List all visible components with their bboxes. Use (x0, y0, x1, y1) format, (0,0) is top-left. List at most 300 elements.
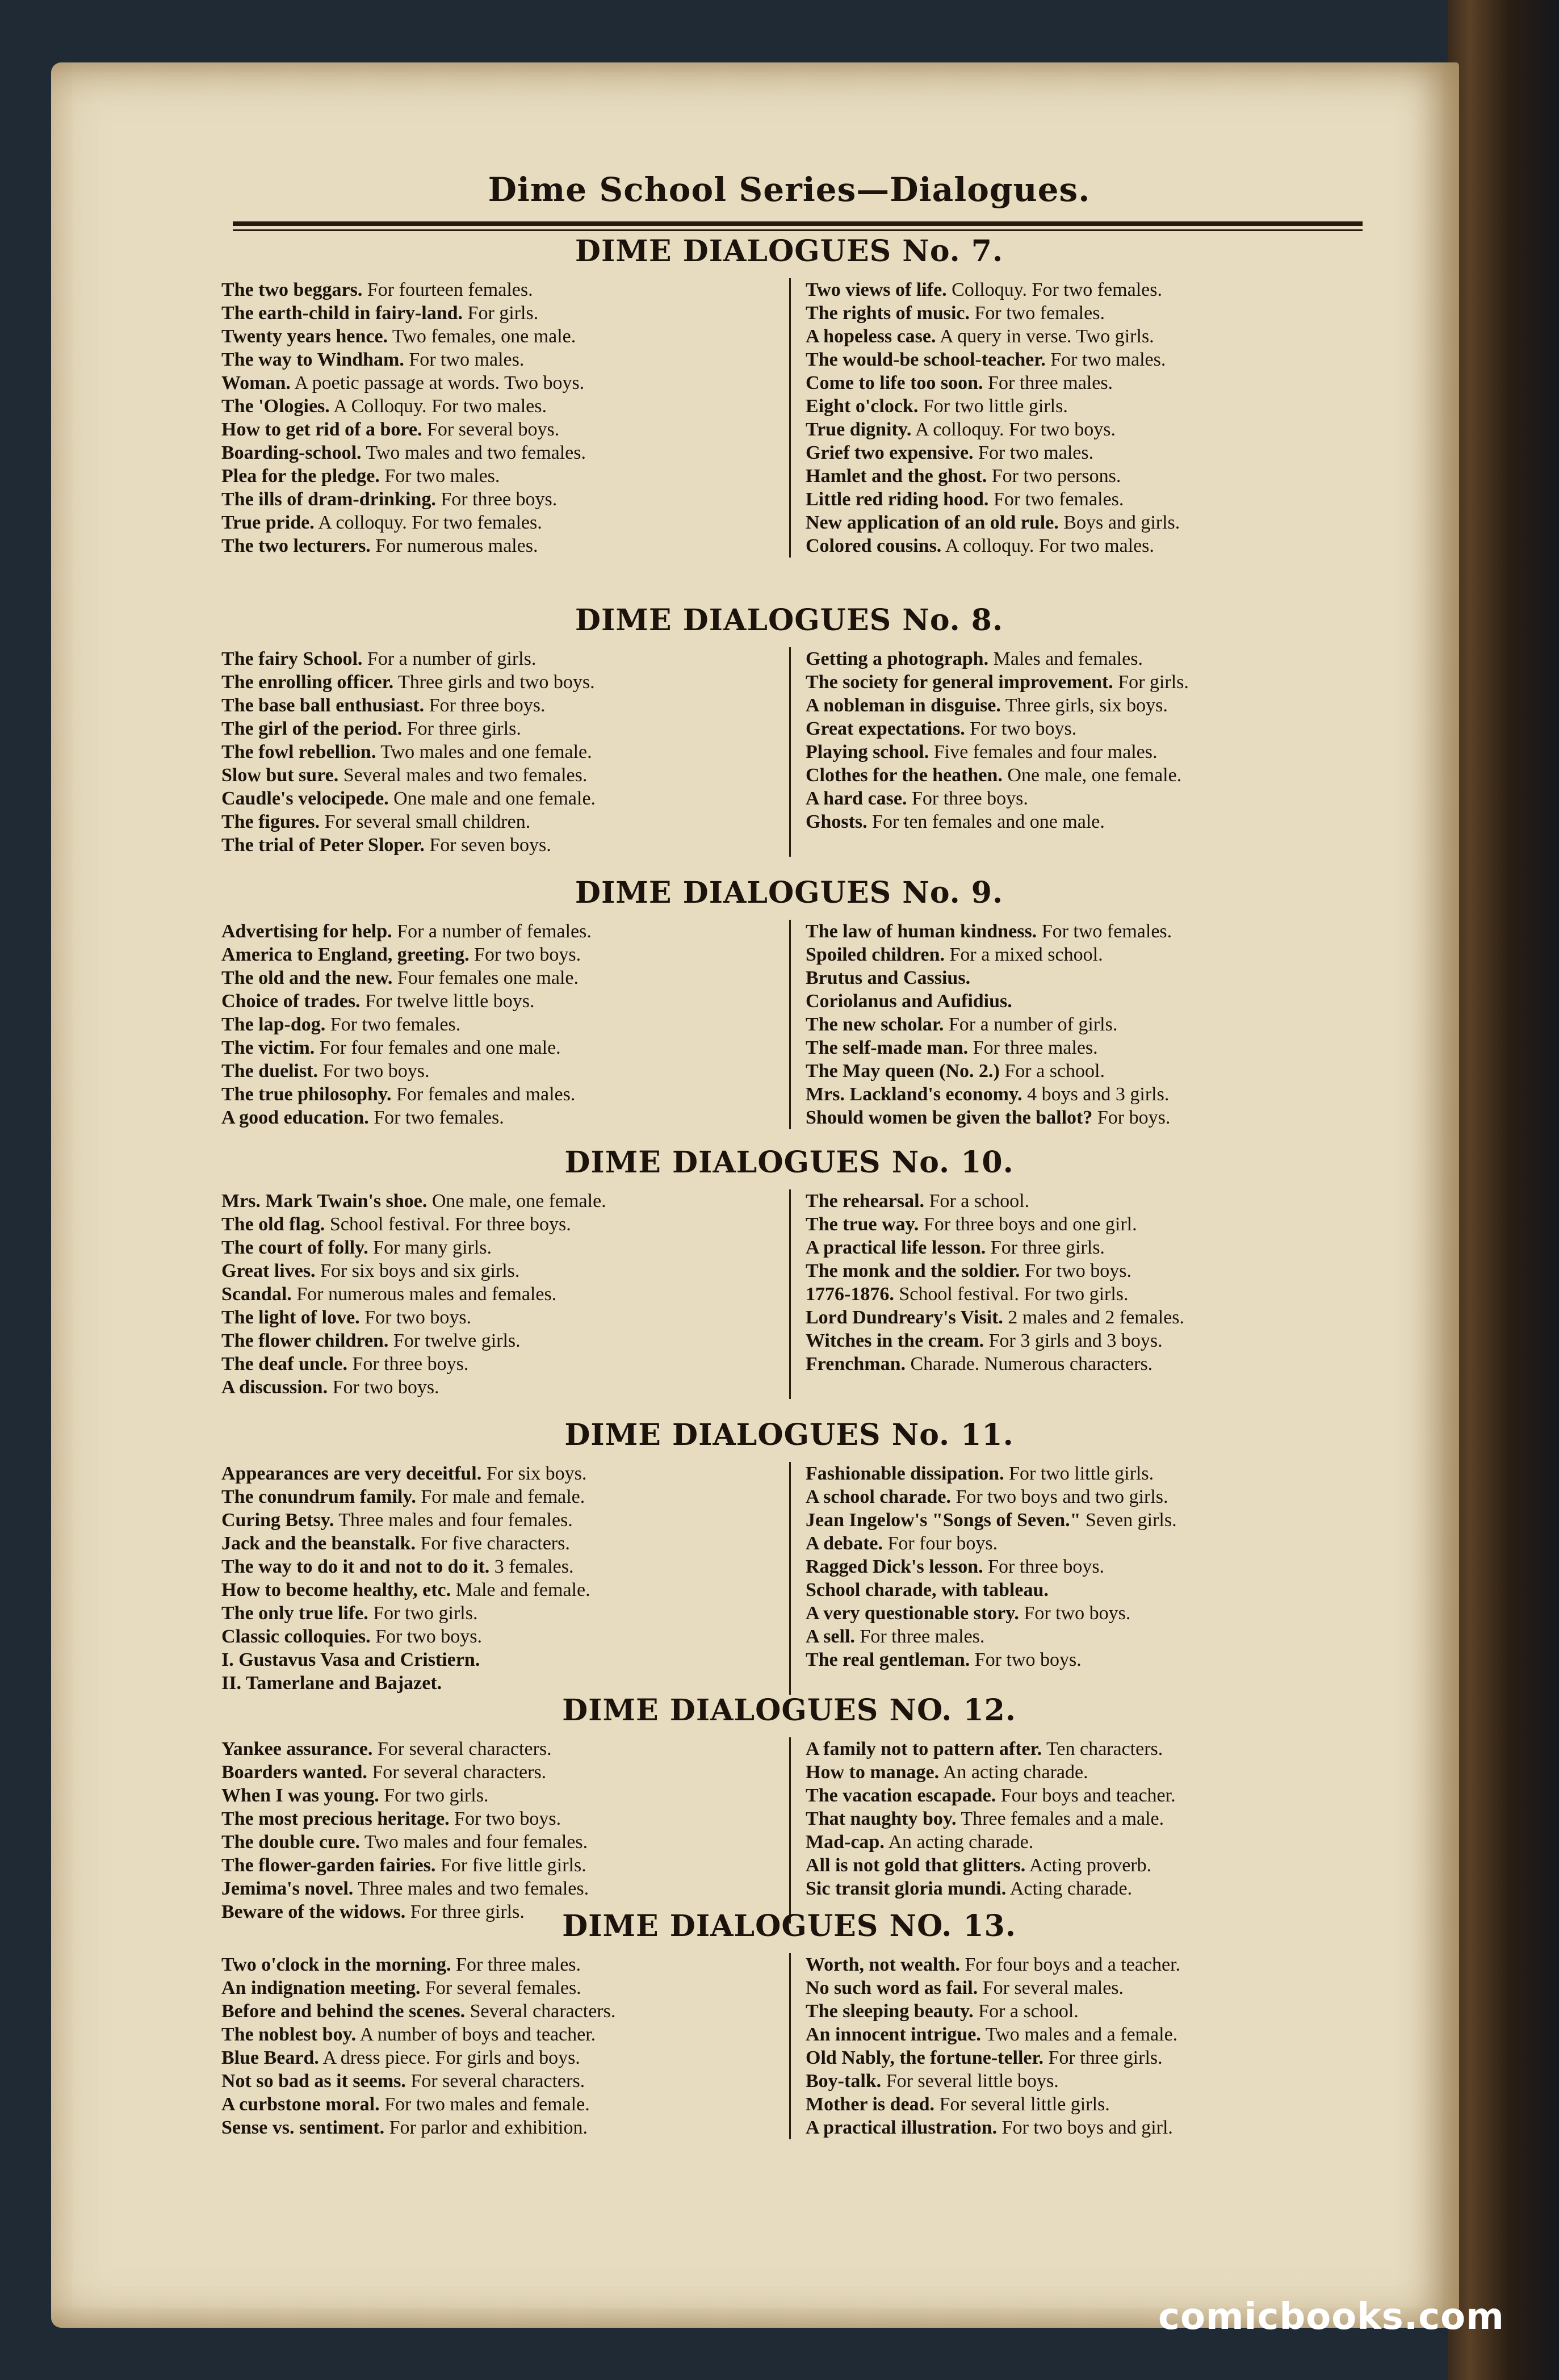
dialogue-cast: Three males and four females. (334, 1510, 573, 1531)
dialogue-title: The victim. (221, 1037, 315, 1058)
dialogue-title: The fowl rebellion. (221, 741, 376, 762)
list-item (806, 1532, 1357, 1555)
dialogue-title: The monk and the soldier. (806, 1260, 1020, 1281)
list-item (221, 1259, 774, 1283)
dialogue-title: 1776-1876. (806, 1284, 894, 1305)
dialogue-cast: Several males and two females. (338, 765, 588, 786)
dialogue-title: The rights of music. (806, 303, 970, 324)
list-item (806, 1189, 1357, 1213)
dialogue-cast: Acting charade. (1006, 1878, 1133, 1899)
list-item (221, 441, 774, 464)
dialogue-title: The rehearsal. (806, 1191, 925, 1212)
list-item (806, 1083, 1357, 1106)
dialogue-title: All is not gold that glitters. (806, 1855, 1026, 1876)
dialogue-cast: For several little boys. (881, 2071, 1059, 2092)
dialogue-title: Plea for the pledge. (221, 466, 380, 487)
dialogue-title: The only true life. (221, 1603, 368, 1624)
list-item (221, 1737, 774, 1761)
dialogue-cast: For two girls. (368, 1603, 478, 1624)
dialogue-cast: For two females. (368, 1107, 504, 1128)
dialogue-cast: School festival. For two girls. (894, 1284, 1129, 1305)
list-item (221, 740, 774, 764)
dialogue-title: Jean Ingelow's "Songs of Seven." (806, 1510, 1081, 1531)
dialogue-title: The vacation escapade. (806, 1785, 996, 1806)
dialogue-title: Appearances are very deceitful. (221, 1463, 482, 1484)
list-item (806, 418, 1357, 441)
list-item (221, 1236, 774, 1259)
list-item (221, 2093, 774, 2116)
header-rule-thin (233, 229, 1363, 231)
dialogue-title: The earth-child in fairy-land. (221, 303, 463, 324)
left-column (221, 647, 789, 857)
dialogue-cast: For parlor and exhibition. (384, 2117, 588, 2138)
dialogue-cast: For ten females and one male. (867, 811, 1105, 832)
dialogue-cast: For two males. (404, 349, 525, 370)
dialogue-title: The old and the new. (221, 967, 393, 988)
dialogue-title: Playing school. (806, 741, 929, 762)
dialogue-cast: Two males and two females. (361, 442, 586, 463)
list-item (806, 1306, 1357, 1329)
dialogue-cast: A poetic passage at words. Two boys. (290, 372, 585, 393)
dialogue-cast: For several characters. (367, 1762, 547, 1783)
dialogue-title: An indignation meeting. (221, 1977, 421, 1998)
dialogue-cast: For two boys. (370, 1626, 483, 1647)
list-item (221, 1532, 774, 1555)
dialogue-cast: Four females one male. (392, 967, 579, 988)
dialogue-title: Old Nably, the fortune-teller. (806, 2047, 1043, 2068)
left-column (221, 1462, 789, 1695)
dialogue-title: The deaf uncle. (221, 1354, 347, 1375)
dialogue-title: Grief two expensive. (806, 442, 974, 463)
dialogue-cast: For several females. (420, 1977, 581, 1998)
dialogue-cast: A query in verse. Two girls. (936, 326, 1154, 347)
list-item (221, 1306, 774, 1329)
dialogue-title: The ills of dram-drinking. (221, 489, 436, 510)
dialogue-cast: For a number of females. (392, 921, 592, 942)
list-item (806, 966, 1357, 990)
dialogue-title: Lord Dundreary's Visit. (806, 1307, 1003, 1328)
list-item (806, 2093, 1357, 2116)
dialogue-title: Colored cousins. (806, 535, 942, 556)
dialogue-cast: For several little girls. (934, 2094, 1110, 2115)
list-item (806, 2069, 1357, 2093)
list-item (806, 534, 1357, 558)
dialogue-cast: An acting charade. (939, 1762, 1088, 1783)
list-item (221, 1854, 774, 1877)
dialogue-cast: For many girls. (368, 1237, 492, 1258)
dialogue-cast: Colloquy. For two females. (946, 279, 1162, 300)
dialogue-title: Curing Betsy. (221, 1510, 334, 1531)
list-item (221, 1807, 774, 1830)
dialogue-cast: For two males. (379, 466, 500, 487)
list-item (221, 1329, 774, 1352)
dialogue-title: Mother is dead. (806, 2094, 934, 2115)
dialogue-cast: For twelve girls. (388, 1330, 521, 1351)
list-item (806, 1602, 1357, 1625)
list-item (221, 1106, 774, 1129)
dialogue-cast: One male, one female. (1002, 765, 1182, 786)
list-item (806, 1283, 1357, 1306)
left-column (221, 1737, 789, 1924)
list-item (806, 1329, 1357, 1352)
dialogue-title: Before and behind the scenes. (221, 2001, 466, 2022)
catalog-page (51, 62, 1459, 2328)
list-item (806, 464, 1357, 488)
list-item (806, 1236, 1357, 1259)
dialogue-cast: For fourteen females. (362, 279, 533, 300)
list-item (221, 1555, 774, 1578)
dialogue-cast: For three males. (451, 1954, 581, 1975)
dialogue-cast: Three females and a male. (956, 1808, 1164, 1829)
dialogue-title: Blue Beard. (221, 2047, 319, 2068)
dialogue-cast: For a number of girls. (944, 1014, 1118, 1035)
dialogue-title: A practical illustration. (806, 2117, 998, 2138)
list-item (806, 1462, 1357, 1485)
dialogue-title: A hopeless case. (806, 326, 936, 347)
list-item (221, 833, 774, 857)
dialogue-title: The two lecturers. (221, 535, 371, 556)
dialogue-cast: For several males. (978, 1977, 1124, 1998)
list-item (221, 1509, 774, 1532)
dialogue-cast: For numerous males and females. (291, 1284, 557, 1305)
dialogue-cast: Two males and one female. (376, 741, 592, 762)
list-item (806, 1648, 1357, 1671)
dialogue-title: A very questionable story. (806, 1603, 1019, 1624)
watermark: comicbooks.com (1158, 2296, 1504, 2338)
dialogue-title: The sleeping beauty. (806, 2001, 974, 2022)
dialogue-title: Boarders wanted. (221, 1762, 367, 1783)
dialogue-cast: For two boys. (1019, 1603, 1131, 1624)
list-item (221, 325, 774, 348)
dialogue-cast: School festival. For three boys. (325, 1214, 571, 1235)
dialogue-title: The two beggars. (221, 279, 363, 300)
dialogue-title: The fairy School. (221, 648, 363, 669)
dialogue-title: How to become healthy, etc. (221, 1579, 451, 1600)
list-item (221, 278, 774, 301)
dialogue-title: Jemima's novel. (221, 1878, 354, 1899)
list-item (221, 1953, 774, 1976)
list-item (221, 2116, 774, 2139)
dialogue-cast: For two males. (973, 442, 1094, 463)
left-column (221, 1189, 789, 1399)
list-item (806, 2000, 1357, 2023)
dialogue-cast: 2 males and 2 females. (1003, 1307, 1185, 1328)
right-column (789, 1189, 1357, 1399)
left-column (221, 278, 789, 558)
dialogue-cast: An acting charade. (884, 1832, 1034, 1853)
dialogue-cast: A number of boys and teacher. (356, 2024, 596, 2045)
list-item (221, 920, 774, 943)
dialogue-cast: Males and females. (988, 648, 1143, 669)
list-item (806, 1737, 1357, 1761)
dialogue-cast: Ten characters. (1042, 1738, 1163, 1759)
section-columns (221, 1953, 1357, 2139)
dialogue-title: True dignity. (806, 419, 912, 440)
list-item (221, 1376, 774, 1399)
dialogue-title: No such word as fail. (806, 1977, 978, 1998)
dialogue-title: A school charade. (806, 1486, 951, 1507)
dialogue-title: The conundrum family. (221, 1486, 416, 1507)
dialogue-title: The true way. (806, 1214, 919, 1235)
right-column (789, 1737, 1357, 1924)
list-item (221, 1976, 774, 2000)
section-columns (221, 1189, 1357, 1399)
dialogue-title: How to manage. (806, 1762, 940, 1783)
dialogue-title: A hard case. (806, 788, 907, 809)
dialogue-cast: Five females and four males. (929, 741, 1158, 762)
dialogue-cast: For two boys. (328, 1377, 439, 1398)
list-item (221, 990, 774, 1013)
dialogue-cast: For five little girls. (435, 1855, 586, 1876)
list-item (806, 943, 1357, 966)
dialogue-cast: For females and males. (391, 1084, 576, 1105)
dialogue-title: Advertising for help. (221, 921, 392, 942)
dialogue-title: America to England, greeting. (221, 944, 470, 965)
dialogue-title: Mad-cap. (806, 1832, 885, 1853)
list-item (221, 1877, 774, 1900)
section-title: DIME DIALOGUES No. 10. (564, 1145, 1014, 1180)
dialogue-section (221, 1692, 1357, 1924)
list-item (221, 717, 774, 740)
dialogue-title: Clothes for the heathen. (806, 765, 1003, 786)
dialogue-title: Great lives. (221, 1260, 316, 1281)
right-column (789, 1953, 1357, 2139)
dialogue-title: The flower-garden fairies. (221, 1855, 436, 1876)
dialogue-cast: A colloquy. For two females. (314, 512, 542, 533)
dialogue-title: Ragged Dick's lesson. (806, 1556, 983, 1577)
dialogue-title: Jack and the beanstalk. (221, 1533, 416, 1554)
dialogue-title: Hamlet and the ghost. (806, 466, 987, 487)
dialogue-section (221, 1417, 1357, 1695)
dialogue-title: The new scholar. (806, 1014, 944, 1035)
dialogue-title: Not so bad as it seems. (221, 2071, 406, 2092)
dialogue-title: Great expectations. (806, 718, 965, 739)
list-item (806, 348, 1357, 371)
dialogue-title: The 'Ologies. (221, 396, 330, 417)
dialogue-cast: 4 boys and 3 girls. (1022, 1084, 1170, 1105)
list-item (806, 1259, 1357, 1283)
dialogue-title: The double cure. (221, 1832, 361, 1853)
dialogue-title: Yankee assurance. (221, 1738, 373, 1759)
dialogue-title: II. Tamerlane and Bajazet. (221, 1673, 442, 1694)
dialogue-cast: For two boys. (469, 944, 581, 965)
dialogue-cast: Acting proverb. (1025, 1855, 1152, 1876)
dialogue-cast: A colloquy. For two males. (941, 535, 1154, 556)
dialogue-cast: 3 females. (489, 1556, 574, 1577)
list-item (806, 1013, 1357, 1036)
dialogue-title: A discussion. (221, 1377, 328, 1398)
dialogue-cast: For four females and one male. (315, 1037, 561, 1058)
dialogue-title: Should women be given the ballot? (806, 1107, 1093, 1128)
dialogue-title: Boarding-school. (221, 442, 362, 463)
dialogue-cast: For four boys. (883, 1533, 998, 1554)
dialogue-cast: For a number of girls. (362, 648, 537, 669)
dialogue-title: The lap-dog. (221, 1014, 326, 1035)
dialogue-cast: Four boys and teacher. (996, 1785, 1176, 1806)
dialogue-title: Come to life too soon. (806, 372, 983, 393)
right-column (789, 1462, 1357, 1695)
dialogue-title: A debate. (806, 1533, 883, 1554)
dialogue-section (221, 233, 1357, 558)
list-item (221, 2000, 774, 2023)
dialogue-title: Witches in the cream. (806, 1330, 984, 1351)
list-item (806, 920, 1357, 943)
dialogue-title: A nobleman in disguise. (806, 695, 1001, 716)
dialogue-title: The noblest boy. (221, 2024, 357, 2045)
dialogue-cast: Three girls, six boys. (1000, 695, 1168, 716)
dialogue-cast: For two females. (988, 489, 1124, 510)
dialogue-cast: For 3 girls and 3 boys. (984, 1330, 1163, 1351)
dialogue-cast: For two girls. (379, 1785, 489, 1806)
dialogue-cast: For two boys. (359, 1307, 472, 1328)
list-item (806, 1578, 1357, 1602)
right-column (789, 278, 1357, 558)
dialogue-title: The figures. (221, 811, 320, 832)
dialogue-cast: Three males and two females. (353, 1878, 589, 1899)
list-item (221, 1830, 774, 1854)
right-column (789, 920, 1357, 1129)
dialogue-cast: Male and female. (451, 1579, 590, 1600)
list-item (221, 348, 774, 371)
dialogue-cast: For several characters. (405, 2071, 585, 2092)
list-item (806, 1509, 1357, 1532)
dialogue-cast: For a school. (999, 1061, 1105, 1082)
dialogue-title: A family not to pattern after. (806, 1738, 1042, 1759)
dialogue-title: Two o'clock in the morning. (221, 1954, 451, 1975)
dialogue-cast: For three girls. (1043, 2047, 1163, 2068)
section-title: DIME DIALOGUES NO. 13. (562, 1909, 1016, 1943)
dialogue-cast: For several boys. (422, 419, 560, 440)
list-item (221, 966, 774, 990)
list-item (221, 464, 774, 488)
list-item (221, 511, 774, 534)
dialogue-cast: For two females. (325, 1014, 461, 1035)
list-item (806, 647, 1357, 671)
list-item (806, 1953, 1357, 1976)
list-item (806, 671, 1357, 694)
dialogue-cast: For several characters. (372, 1738, 552, 1759)
list-item (806, 1877, 1357, 1900)
list-item (806, 1485, 1357, 1509)
dialogue-title: The flower children. (221, 1330, 389, 1351)
dialogue-title: Eight o'clock. (806, 396, 919, 417)
dialogue-cast: For three males. (983, 372, 1113, 393)
section-title: DIME DIALOGUES No. 9. (575, 875, 1004, 910)
dialogue-cast: For six boys. (481, 1463, 587, 1484)
dialogue-title: The old flag. (221, 1214, 325, 1235)
section-title: DIME DIALOGUES No. 8. (575, 603, 1004, 638)
list-item (221, 1036, 774, 1059)
dialogue-cast: Three girls and two boys. (393, 672, 595, 693)
dialogue-title: Sic transit gloria mundi. (806, 1878, 1007, 1899)
list-item (221, 2046, 774, 2069)
right-column (789, 647, 1357, 857)
dialogue-cast: For male and female. (416, 1486, 585, 1507)
dialogue-title: Ghosts. (806, 811, 867, 832)
dialogue-cast: For six boys and six girls. (315, 1260, 520, 1281)
list-item (806, 764, 1357, 787)
section-columns (221, 1462, 1357, 1695)
dialogue-title: New application of an old rule. (806, 512, 1059, 533)
dialogue-title: I. Gustavus Vasa and Cristiern. (221, 1649, 480, 1670)
section-columns (221, 920, 1357, 1129)
dialogue-cast: For several small children. (320, 811, 531, 832)
dialogue-title: The true philosophy. (221, 1084, 392, 1105)
dialogue-title: When I was young. (221, 1785, 379, 1806)
list-item (806, 990, 1357, 1013)
dialogue-title: Slow but sure. (221, 765, 339, 786)
dialogue-title: A good education. (221, 1107, 369, 1128)
dialogue-cast: For three males. (968, 1037, 1098, 1058)
dialogue-cast: For two little girls. (918, 396, 1068, 417)
dialogue-title: The duelist. (221, 1061, 318, 1082)
section-title: DIME DIALOGUES No. 11. (564, 1418, 1014, 1452)
list-item (221, 1648, 774, 1671)
list-item (221, 1283, 774, 1306)
dialogue-title: The enrolling officer. (221, 672, 394, 693)
dialogue-cast: For a school. (924, 1191, 1030, 1212)
section-columns (221, 1737, 1357, 1924)
dialogue-cast: For three boys. (347, 1354, 469, 1375)
dialogue-cast: For two boys. (449, 1808, 561, 1829)
dialogue-cast: For five characters. (415, 1533, 570, 1554)
dialogue-title: The society for general improvement. (806, 672, 1113, 693)
dialogue-title: Caudle's velocipede. (221, 788, 389, 809)
header-rule (233, 221, 1363, 226)
dialogue-title: An innocent intrigue. (806, 2024, 981, 2045)
dialogue-cast: Charade. Numerous characters. (905, 1354, 1153, 1375)
list-item (221, 647, 774, 671)
dialogue-title: The trial of Peter Sloper. (221, 835, 425, 856)
list-item (806, 740, 1357, 764)
dialogue-title: The self-made man. (806, 1037, 969, 1058)
dialogue-title: The most precious heritage. (221, 1808, 450, 1829)
dialogue-title: Mrs. Mark Twain's shoe. (221, 1191, 428, 1212)
dialogue-cast: A Colloquy. For two males. (329, 396, 547, 417)
dialogue-cast: For three males. (854, 1626, 985, 1647)
list-item (806, 1976, 1357, 2000)
dialogue-cast: For a mixed school. (945, 944, 1103, 965)
list-item (221, 1059, 774, 1083)
section-columns (221, 278, 1357, 558)
dialogue-cast: For two males. (1045, 349, 1166, 370)
list-item (806, 1352, 1357, 1376)
dialogue-cast: For three boys. (424, 695, 546, 716)
list-item (806, 2116, 1357, 2139)
dialogue-title: The court of folly. (221, 1237, 368, 1258)
dialogue-title: A sell. (806, 1626, 855, 1647)
dialogue-title: Mrs. Lackland's economy. (806, 1084, 1022, 1105)
dialogue-cast: For three girls. (986, 1237, 1105, 1258)
dialogue-cast: For two boys. (1020, 1260, 1132, 1281)
dialogue-cast: Seven girls. (1080, 1510, 1177, 1531)
dialogue-section (221, 874, 1357, 1129)
list-item (806, 441, 1357, 464)
dialogue-cast: For three boys. (907, 788, 1028, 809)
dialogue-title: A curbstone moral. (221, 2094, 380, 2115)
section-columns (221, 647, 1357, 857)
list-item (806, 325, 1357, 348)
list-item (806, 1213, 1357, 1236)
dialogue-cast: For three boys. (983, 1556, 1105, 1577)
list-item (221, 2023, 774, 2046)
dialogue-title: Classic colloquies. (221, 1626, 371, 1647)
list-item (806, 1059, 1357, 1083)
dialogue-title: That naughty boy. (806, 1808, 957, 1829)
dialogue-title: Choice of trades. (221, 991, 361, 1012)
list-item (221, 1189, 774, 1213)
list-item (221, 488, 774, 511)
